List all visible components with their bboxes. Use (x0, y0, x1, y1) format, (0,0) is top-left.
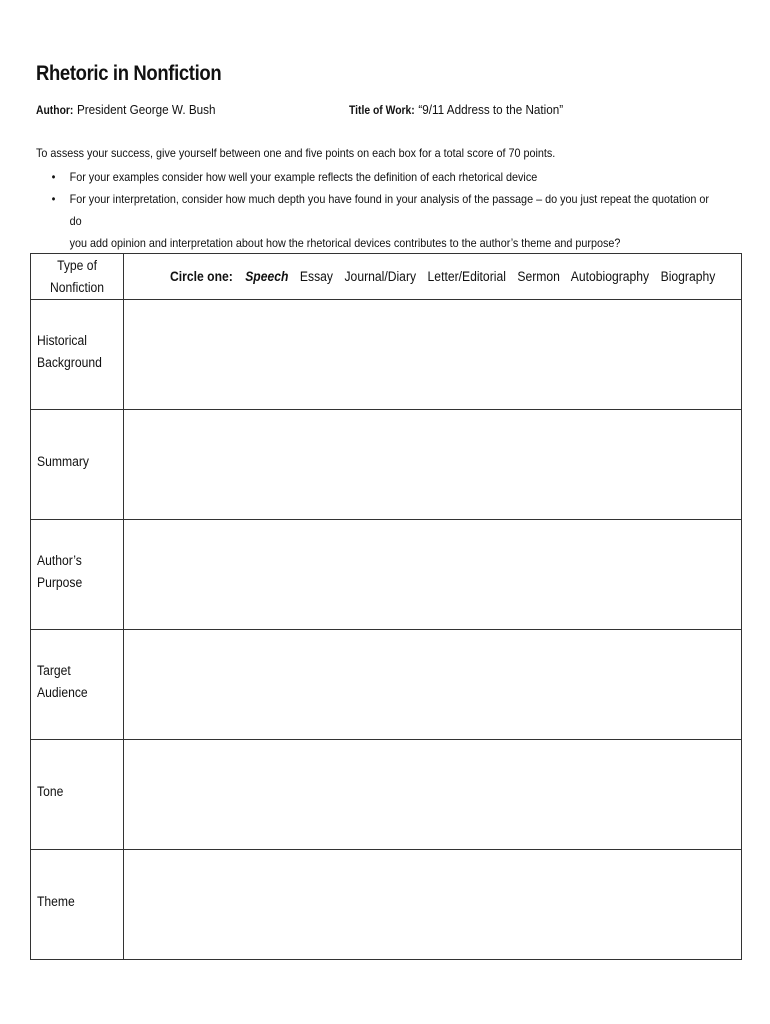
answer-box-summary[interactable] (124, 410, 742, 520)
title-of-work-value: “9/11 Address to the Nation” (418, 102, 564, 117)
option-journal-diary[interactable]: Journal/Diary (344, 269, 417, 284)
author-label: Author: (36, 105, 74, 117)
table-row-summary (31, 410, 742, 520)
answer-box-authors-purpose[interactable] (124, 520, 742, 630)
table-row-target-audience (31, 630, 742, 740)
row-label (31, 740, 124, 850)
instruction-bullet (48, 166, 714, 188)
label-line: Theme (37, 893, 75, 909)
option-autobiography[interactable]: Autobiography (570, 269, 650, 284)
answer-box-theme[interactable] (124, 850, 742, 960)
rubric-table (30, 253, 742, 960)
option-biography[interactable]: Biography (660, 269, 716, 284)
answer-box-historical-background[interactable] (124, 300, 742, 410)
instruction-text: you add opinion and interpretation about how the rhetorical devices contributes to the author’s theme and purpose? (69, 236, 621, 250)
option-sermon[interactable]: Sermon (517, 269, 560, 284)
label-line: Purpose (37, 574, 83, 590)
label-line: Summary (37, 453, 89, 469)
label-line: Target (37, 662, 71, 678)
answer-box-tone[interactable] (124, 740, 742, 850)
table-row-authors-purpose (31, 520, 742, 630)
option-essay[interactable]: Essay (299, 269, 333, 284)
page-title: Rhetoric in Nonfiction (36, 62, 222, 85)
title-of-work-label: Title of Work: (349, 105, 415, 117)
option-letter-editorial[interactable]: Letter/Editorial (427, 269, 506, 284)
table-row-theme (31, 850, 742, 960)
row-label (31, 850, 124, 960)
table-row-historical-background (31, 300, 742, 410)
instruction-text: For your examples consider how well your example reflects the definition of each rhetorical device (69, 170, 538, 184)
instructions-intro: To assess your success, give yourself between one and five points on each box for a total score of 70 points. (36, 146, 556, 160)
label-line: Tone (37, 783, 64, 799)
label-line: Author’s (37, 552, 82, 568)
type-of-nonfiction-label (31, 254, 124, 300)
instruction-bullet (48, 188, 714, 232)
answer-box-target-audience[interactable] (124, 630, 742, 740)
author-value: President George W. Bush (76, 102, 216, 117)
circle-one-label: Circle one: (170, 269, 233, 284)
table-row-type-of-nonfiction (31, 254, 742, 300)
row-label (31, 410, 124, 520)
instructions-list (48, 166, 714, 254)
label-line: Audience (37, 684, 88, 700)
label-line: Type of (57, 257, 97, 273)
title-of-work-line (349, 102, 563, 117)
row-label (31, 520, 124, 630)
label-line: Nonfiction (49, 279, 105, 295)
instruction-text: For your interpretation, consider how much depth you have found in your analysis of the passage – do you just repeat the quotation or do (69, 192, 709, 228)
row-label (31, 630, 124, 740)
label-line: Background (37, 354, 102, 370)
instruction-bullet-continuation (48, 232, 714, 254)
label-line: Historical (37, 332, 87, 348)
bullet-icon: • (51, 192, 56, 206)
author-line (36, 102, 215, 117)
table-row-tone (31, 740, 742, 850)
type-options-cell (124, 254, 742, 300)
bullet-icon: • (51, 170, 56, 184)
option-speech[interactable]: Speech (245, 269, 289, 284)
row-label (31, 300, 124, 410)
